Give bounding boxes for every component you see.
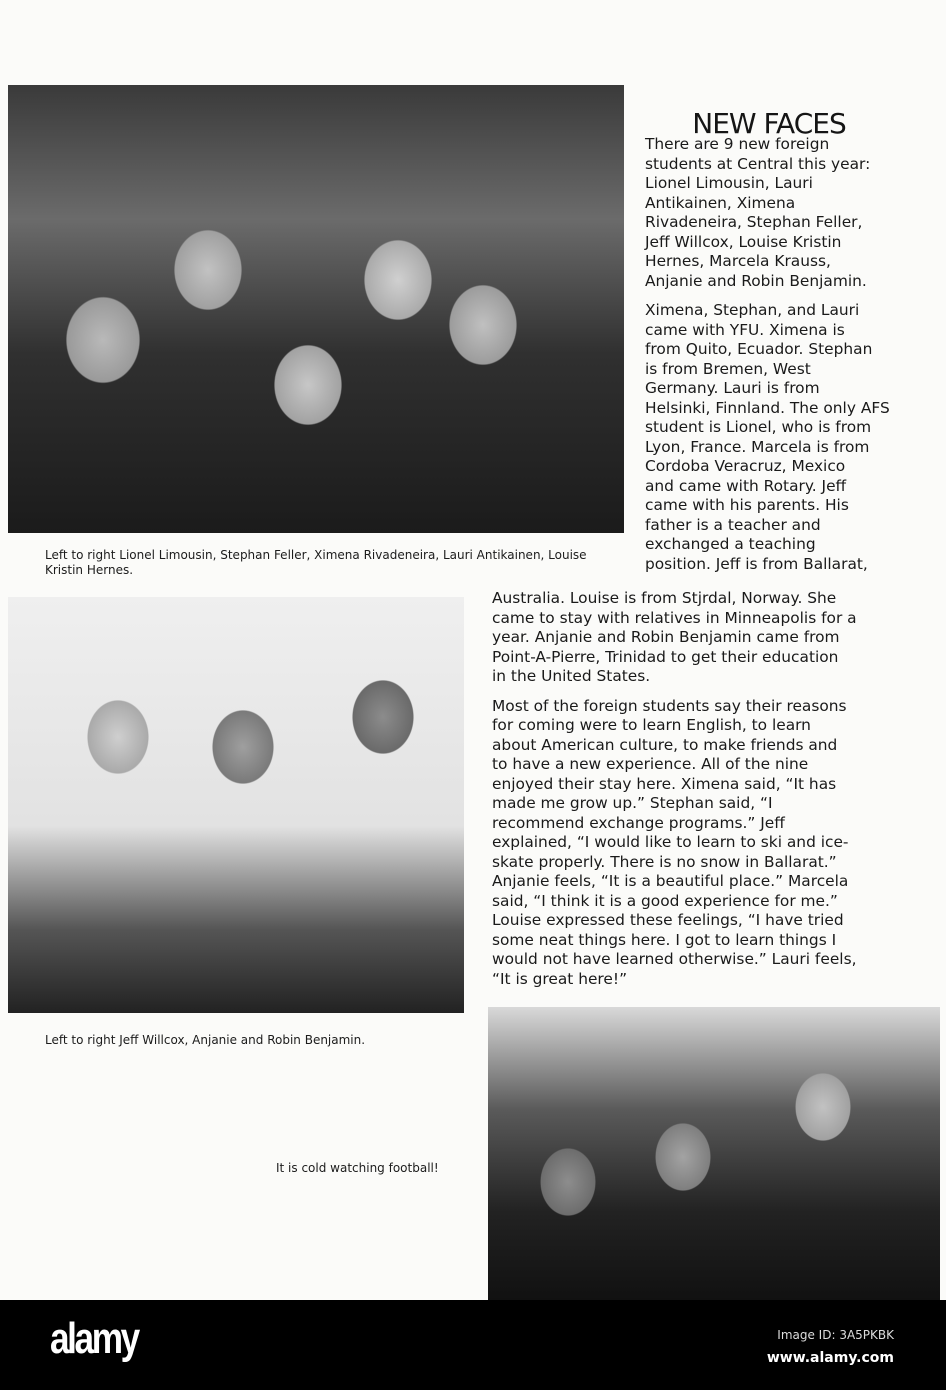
- group-photo-five-students: [8, 85, 624, 533]
- photo1-caption: [45, 548, 587, 578]
- image-id: Image ID: 3A5PKBK: [777, 1328, 894, 1342]
- text-line: Lyon, France. Marcela is from: [645, 437, 870, 456]
- text-line: year. Anjanie and Robin Benjamin came from: [492, 628, 840, 646]
- caption-line: Left to right Lionel Limousin, Stephan Feller, Ximena Rivadeneira, Lauri Antikainen, Louise: [45, 548, 587, 562]
- text-line: came to stay with relatives in Minneapolis for a: [492, 608, 857, 627]
- photo-watching-football: [488, 1007, 940, 1300]
- site-url: www.alamy.com: [766, 1350, 894, 1366]
- page-title: NEW FACES: [692, 106, 846, 140]
- text-line: explained, “I would like to learn to ski and ice-: [492, 833, 849, 851]
- text-line: enjoyed their stay here. Ximena said, “It has: [492, 774, 837, 793]
- text-line: father is a teacher and: [645, 515, 821, 534]
- text-line: for coming were to learn English, to learn: [492, 716, 811, 734]
- paragraph-gap: [492, 687, 857, 697]
- text-line: to have a new experience. All of the nine: [492, 755, 809, 773]
- text-line: recommend exchange programs.” Jeff: [492, 813, 785, 832]
- text-line: said, “I think it is a good experience for me.”: [492, 891, 838, 910]
- text-line: students at Central this year:: [645, 154, 871, 173]
- text-line: Antikainen, Ximena: [645, 193, 796, 212]
- text-line: came with his parents. His: [645, 496, 849, 514]
- text-line: about American culture, to make friends and: [492, 735, 838, 754]
- text-line: Jeff Willcox, Louise Kristin: [645, 232, 842, 251]
- text-line: Cordoba Veracruz, Mexico: [645, 457, 846, 475]
- text-line: from Quito, Ecuador. Stephan: [645, 340, 873, 358]
- text-line: made me grow up.” Stephan said, “I: [492, 794, 773, 812]
- text-line: Anjanie feels, “It is a beautiful place.” Marcela: [492, 872, 849, 890]
- text-line: skate properly. There is no snow in Ballarat.”: [492, 852, 837, 871]
- photo3-caption: It is cold watching football!: [276, 1161, 439, 1175]
- text-line: Australia. Louise is from Stjrdal, Norway. She: [492, 589, 837, 607]
- text-line: Ximena, Stephan, and Lauri: [645, 301, 860, 319]
- text-line: Point-A-Pierre, Trinidad to get their education: [492, 647, 839, 666]
- alamy-logo: alamy: [50, 1314, 138, 1363]
- text-line: in the United States.: [492, 667, 651, 685]
- text-line: came with YFU. Ximena is: [645, 320, 845, 339]
- text-line: Louise expressed these feelings, “I have tried: [492, 911, 844, 929]
- text-line: is from Bremen, West: [645, 359, 811, 378]
- article-column: [645, 135, 890, 574]
- text-line: Hernes, Marcela Krauss,: [645, 252, 831, 270]
- text-line: “It is great here!”: [492, 969, 628, 988]
- text-line: student is Lionel, who is from: [645, 418, 872, 436]
- photo-three-students: [8, 597, 464, 1013]
- text-line: exchanged a teaching: [645, 535, 816, 553]
- text-line: There are 9 new foreign: [645, 135, 830, 153]
- text-line: Helsinki, Finnland. The only AFS: [645, 398, 890, 417]
- text-line: position. Jeff is from Ballarat,: [645, 554, 868, 573]
- text-line: Rivadeneira, Stephan Feller,: [645, 213, 863, 231]
- text-line: would not have learned otherwise.” Lauri feels,: [492, 950, 857, 968]
- article-continuation: [492, 589, 857, 989]
- photo2-caption: Left to right Jeff Willcox, Anjanie and Robin Benjamin.: [45, 1033, 366, 1047]
- text-line: Lionel Limousin, Lauri: [645, 174, 813, 192]
- watermark-bar: [0, 1300, 946, 1390]
- paragraph-gap: [645, 291, 890, 301]
- caption-line: Kristin Hernes.: [45, 563, 134, 577]
- text-line: Anjanie and Robin Benjamin.: [645, 271, 867, 290]
- text-line: some neat things here. I got to learn things I: [492, 930, 837, 949]
- text-line: and came with Rotary. Jeff: [645, 476, 847, 495]
- text-line: Most of the foreign students say their reasons: [492, 696, 847, 715]
- text-line: Germany. Lauri is from: [645, 379, 820, 397]
